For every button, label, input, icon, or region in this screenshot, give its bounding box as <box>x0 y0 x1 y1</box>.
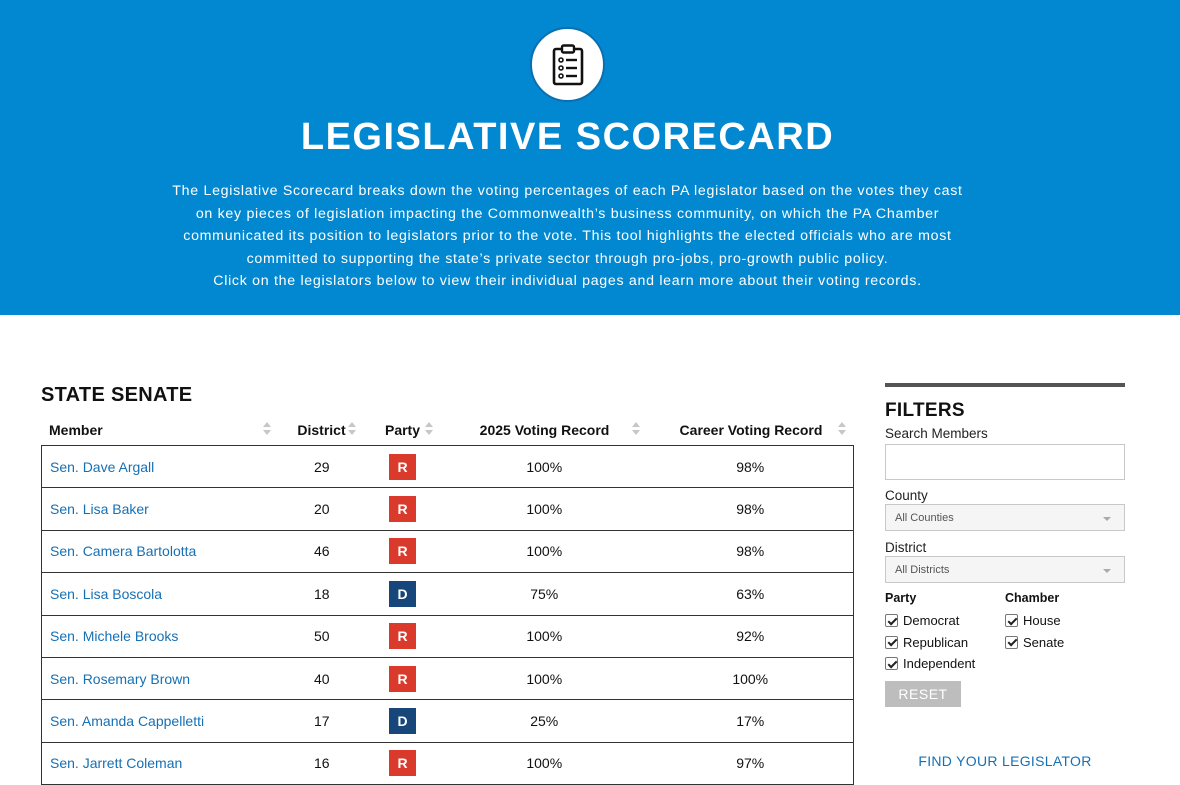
district-cell: 16 <box>314 755 330 772</box>
district-cell: 17 <box>314 713 330 730</box>
chamber-option-senate[interactable]: Senate <box>1005 632 1125 654</box>
county-label: County <box>885 488 928 503</box>
member-cell <box>42 488 279 529</box>
hero-banner <box>0 0 1180 315</box>
table-row[interactable] <box>42 573 853 615</box>
table-row[interactable] <box>42 531 853 573</box>
scorecard-table <box>41 414 854 785</box>
sort-icon[interactable] <box>425 422 433 436</box>
record-2025-cell: 75% <box>530 585 559 602</box>
career-record-cell: 17% <box>736 713 765 730</box>
party-cell <box>364 616 441 657</box>
search-input[interactable] <box>885 444 1125 480</box>
career-record-cell: 98% <box>736 501 765 518</box>
district-select[interactable] <box>885 556 1125 583</box>
party-badge: R <box>389 666 416 692</box>
party-cell <box>364 488 441 529</box>
hero-description-line: The Legislative Scorecard breaks down the voting percentages of each PA legislator based on the votes they cast <box>172 183 963 199</box>
hero-description-line: on key pieces of legislation impacting the Commonwealth’s business community, on which the PA Chamber <box>195 205 940 222</box>
party-filter-heading: Party <box>885 591 917 605</box>
chevron-down-icon <box>1103 569 1111 573</box>
table-header <box>41 414 854 445</box>
sort-icon[interactable] <box>838 422 846 436</box>
party-badge: R <box>389 454 416 480</box>
page-title: LEGISLATIVE SCORECARD <box>300 116 835 158</box>
party-option-independent[interactable]: Independent <box>885 653 1005 675</box>
party-filter-group <box>885 591 1005 675</box>
party-badge: D <box>389 708 416 734</box>
career-record-cell: 92% <box>736 628 765 645</box>
column-header-party[interactable]: Party <box>364 414 441 445</box>
record-2025-cell: 100% <box>526 543 563 560</box>
table-row[interactable] <box>42 743 853 785</box>
party-badge: R <box>389 623 416 649</box>
chamber-option-house[interactable]: House <box>1005 610 1125 632</box>
member-link[interactable]: Sen. Lisa Baker <box>50 501 149 518</box>
member-link[interactable]: Sen. Rosemary Brown <box>50 670 191 687</box>
hero-description <box>160 180 975 293</box>
table-body <box>41 445 854 785</box>
column-header-district[interactable]: District <box>279 414 364 445</box>
section-title: STATE SENATE <box>41 384 193 406</box>
party-option-republican[interactable]: Republican <box>885 632 1005 654</box>
career-record-cell: 100% <box>732 670 769 687</box>
district-label: District <box>885 540 927 555</box>
member-cell <box>42 700 279 741</box>
district-cell: 18 <box>314 585 330 602</box>
district-cell: 46 <box>314 543 330 560</box>
hero-description-line: Click on the legislators below to view their individual pages and learn more about their voting records. <box>213 273 922 289</box>
record-2025-cell: 100% <box>526 755 563 772</box>
district-cell: 40 <box>314 670 330 687</box>
party-cell <box>364 743 441 784</box>
hero-description-line: communicated its position to legislators prior to the vote. This tool highlights the elected officials who are most <box>183 228 952 244</box>
sort-icon[interactable] <box>348 422 356 436</box>
member-link[interactable]: Sen. Camera Bartolotta <box>50 543 197 560</box>
checkbox[interactable] <box>885 636 898 649</box>
party-badge: R <box>389 750 416 776</box>
member-cell <box>42 531 279 572</box>
member-link[interactable]: Sen. Jarrett Coleman <box>50 755 183 772</box>
member-cell <box>42 743 279 784</box>
district-cell: 50 <box>314 628 330 645</box>
party-cell <box>364 531 441 572</box>
column-header-2025-record[interactable]: 2025 Voting Record <box>441 414 648 445</box>
column-header-member[interactable]: Member <box>41 414 279 445</box>
record-2025-cell: 100% <box>526 670 563 687</box>
filters-title: FILTERS <box>885 400 965 421</box>
record-2025-cell: 100% <box>526 458 563 475</box>
party-cell <box>364 700 441 741</box>
member-cell <box>42 616 279 657</box>
sort-icon[interactable] <box>632 422 640 436</box>
party-cell <box>364 658 441 699</box>
career-record-cell: 98% <box>736 543 765 560</box>
member-link[interactable]: Sen. Amanda Cappelletti <box>50 713 205 730</box>
district-cell: 29 <box>314 458 330 475</box>
career-record-cell: 97% <box>736 755 765 772</box>
party-cell <box>364 573 441 614</box>
column-header-career-record[interactable]: Career Voting Record <box>648 414 854 445</box>
record-2025-cell: 100% <box>526 628 563 645</box>
record-2025-cell: 25% <box>530 713 559 730</box>
hero-description-line: committed to supporting the state’s private sector through pro-jobs, pro-growth public policy. <box>246 250 889 267</box>
table-row[interactable] <box>42 616 853 658</box>
table-row[interactable] <box>42 700 853 742</box>
clipboard-checklist-icon <box>530 27 605 102</box>
member-link[interactable]: Sen. Michele Brooks <box>50 628 179 645</box>
party-badge: R <box>389 496 416 522</box>
party-cell <box>364 446 441 487</box>
member-link[interactable]: Sen. Lisa Boscola <box>50 585 163 602</box>
chamber-filter-group <box>1005 591 1125 675</box>
table-row[interactable] <box>42 488 853 530</box>
table-row[interactable] <box>42 446 853 488</box>
search-label: Search Members <box>885 426 988 441</box>
filters-divider <box>885 383 1125 387</box>
checkbox[interactable] <box>1005 636 1018 649</box>
sort-icon[interactable] <box>263 422 271 436</box>
county-select[interactable] <box>885 504 1125 531</box>
checkbox[interactable] <box>885 614 898 627</box>
reset-button[interactable]: RESET <box>885 681 961 707</box>
chamber-filter-heading: Chamber <box>1005 591 1060 605</box>
district-cell: 20 <box>314 501 330 518</box>
member-cell <box>42 573 279 614</box>
member-cell <box>42 446 279 487</box>
chevron-down-icon <box>1103 517 1111 521</box>
career-record-cell: 63% <box>736 585 765 602</box>
party-option-democrat[interactable]: Democrat <box>885 610 1005 632</box>
record-2025-cell: 100% <box>526 501 563 518</box>
find-legislator-link[interactable]: FIND YOUR LEGISLATOR <box>918 752 1092 769</box>
checkbox-filters <box>885 591 1125 675</box>
county-select-value: All Counties <box>895 511 954 524</box>
checkbox[interactable] <box>1005 614 1018 627</box>
checkbox[interactable] <box>885 657 898 670</box>
career-record-cell: 98% <box>736 458 765 475</box>
district-select-value: All Districts <box>895 563 950 576</box>
member-link[interactable]: Sen. Dave Argall <box>50 458 155 475</box>
filters-panel <box>885 383 1125 769</box>
party-badge: R <box>389 538 416 564</box>
member-cell <box>42 658 279 699</box>
party-badge: D <box>389 581 416 607</box>
table-row[interactable] <box>42 658 853 700</box>
